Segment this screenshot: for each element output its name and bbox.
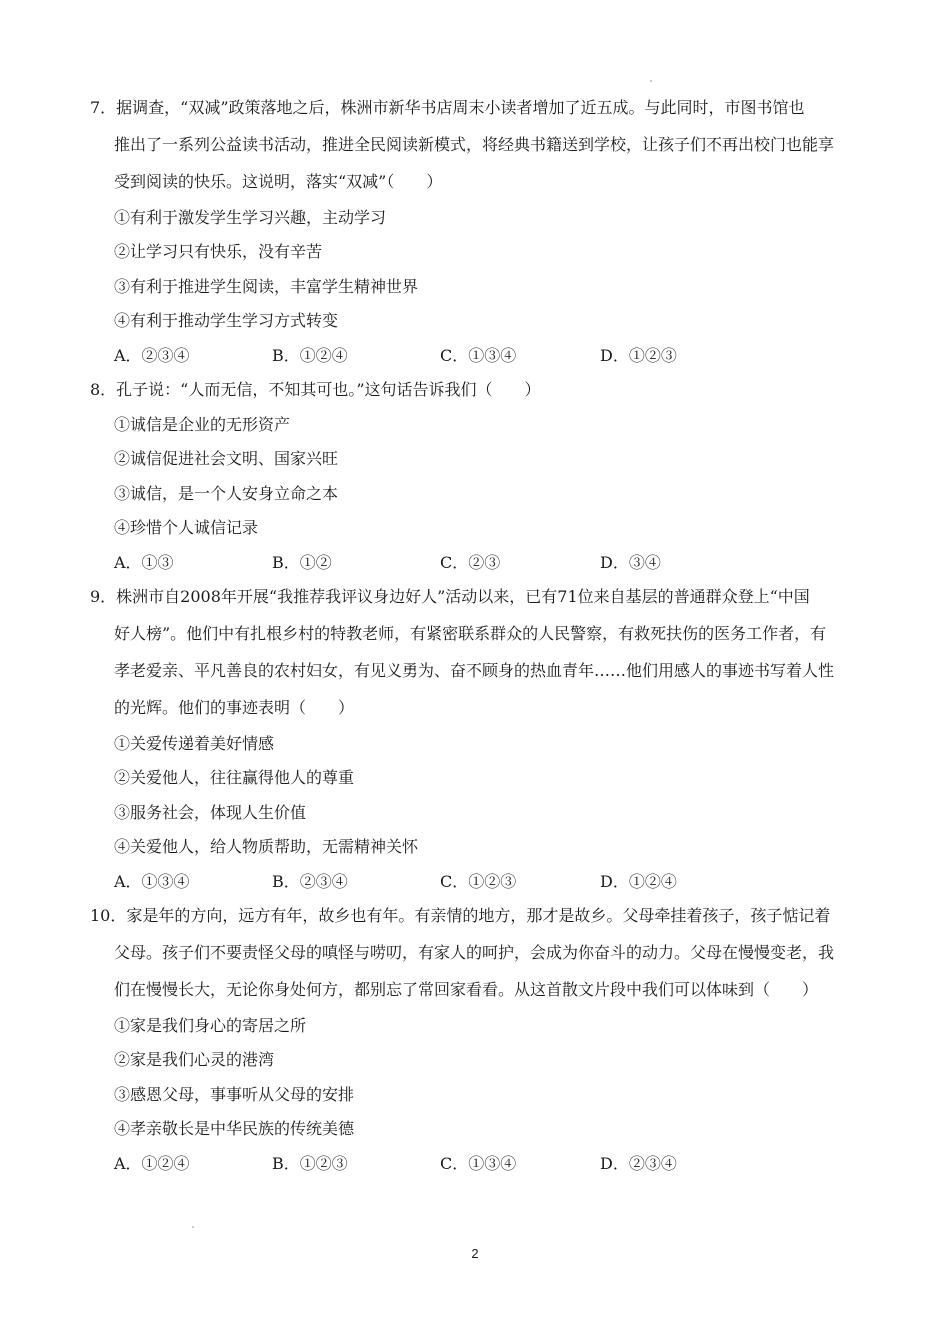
choice-b[interactable]: B．①②③ — [272, 1154, 348, 1173]
statement-option: ②家是我们心灵的港湾 — [114, 1050, 275, 1069]
scan-speck — [650, 80, 652, 82]
choice-d[interactable]: D．②③④ — [600, 1154, 677, 1173]
scan-speck — [192, 1226, 194, 1228]
choice-c[interactable]: C．①③④ — [440, 1154, 517, 1173]
answer-choices — [114, 1147, 880, 1181]
question-stem-line: 8．孔子说：“人而无信，不知其可也。”这句话告诉我们（ ） — [90, 380, 541, 399]
question-10 — [90, 898, 880, 1188]
statement-option: ③有利于推进学生阅读，丰富学生精神世界 — [114, 277, 419, 296]
question-8 — [90, 372, 880, 572]
page-number: 2 — [471, 1246, 479, 1261]
statement-option: ④珍惜个人诚信记录 — [114, 518, 259, 537]
answer-choices — [114, 339, 880, 373]
answer-choices — [114, 546, 880, 580]
choice-c[interactable]: C．①③④ — [440, 346, 517, 365]
answer-choices — [114, 865, 880, 899]
statement-option: ③感恩父母，事事听从父母的安排 — [114, 1085, 355, 1104]
choice-a[interactable]: A．①③ — [114, 553, 174, 572]
choice-c[interactable]: C．①②③ — [440, 872, 517, 891]
question-stem-line: 好人榜”。他们中有扎根乡村的特教老师，有紧密联系群众的人民警察，有救死扶伤的医务工作者，有 — [114, 624, 827, 643]
choice-d[interactable]: D．①②③ — [600, 346, 677, 365]
question-stem-line: 推出了一系列公益读书活动，推进全民阅读新模式，将经典书籍送到学校，让孩子们不再出校门也能享 — [114, 135, 835, 154]
choice-b[interactable]: B．②③④ — [272, 872, 348, 891]
question-9 — [90, 579, 880, 899]
statement-option: ④孝亲敬长是中华民族的传统美德 — [114, 1119, 355, 1138]
question-stem-line: 们在慢慢长大，无论你身处何方，都别忘了常回家看看。从这首散文片段中我们可以体味到（ ） — [114, 980, 819, 999]
statement-option: ④有利于推动学生学习方式转变 — [114, 311, 339, 330]
choice-a[interactable]: A．②③④ — [114, 346, 190, 365]
choice-d[interactable]: D．①②④ — [600, 872, 677, 891]
statement-option: ②诚信促进社会文明、国家兴旺 — [114, 449, 339, 468]
question-stem-line: 10．家是年的方向，远方有年，故乡也有年。有亲情的地方，那才是故乡。父母牵挂着孩子，孩子惦记着 — [90, 906, 831, 925]
choice-a[interactable]: A．①②④ — [114, 1154, 190, 1173]
question-stem-line: 受到阅读的快乐。这说明，落实“双减”（ ） — [114, 172, 443, 191]
question-stem-line: 的光辉。他们的事迹表明（ ） — [114, 698, 355, 717]
statement-option: ①有利于激发学生学习兴趣，主动学习 — [114, 208, 387, 227]
statement-option: ③诚信，是一个人安身立命之本 — [114, 484, 339, 503]
choice-c[interactable]: C．②③ — [440, 553, 501, 572]
statement-option: ②让学习只有快乐，没有辛苦 — [114, 242, 323, 261]
statement-option: ①诚信是企业的无形资产 — [114, 415, 291, 434]
question-7 — [90, 90, 880, 370]
statement-option: ④关爱他人，给人物质帮助，无需精神关怀 — [114, 837, 419, 856]
statement-option: ③服务社会，体现人生价值 — [114, 803, 307, 822]
question-stem-line: 孝老爱亲、平凡善良的农村妇女，有见义勇为、奋不顾身的热血青年……他们用感人的事迹书写着人性 — [114, 661, 835, 680]
statement-option: ①家是我们身心的寄居之所 — [114, 1016, 307, 1035]
question-stem-line: 7．据调查，“双减”政策落地之后，株洲市新华书店周末小读者增加了近五成。与此同时，市图书馆也 — [90, 98, 805, 117]
choice-b[interactable]: B．①② — [272, 553, 332, 572]
question-stem-line: 父母。孩子们不要责怪父母的嗔怪与唠叨，有家人的呵护，会成为你奋斗的动力。父母在慢慢变老，我 — [114, 943, 835, 962]
statement-option: ②关爱他人，往往赢得他人的尊重 — [114, 768, 355, 787]
choice-a[interactable]: A．①③④ — [114, 872, 190, 891]
choice-b[interactable]: B．①②④ — [272, 346, 348, 365]
question-stem-line: 9．株洲市自2008年开展“我推荐我评议身边好人”活动以来，已有71位来自基层的普通群众登上“中国 — [90, 587, 810, 606]
statement-option: ①关爱传递着美好情感 — [114, 734, 275, 753]
choice-d[interactable]: D．③④ — [600, 553, 661, 572]
